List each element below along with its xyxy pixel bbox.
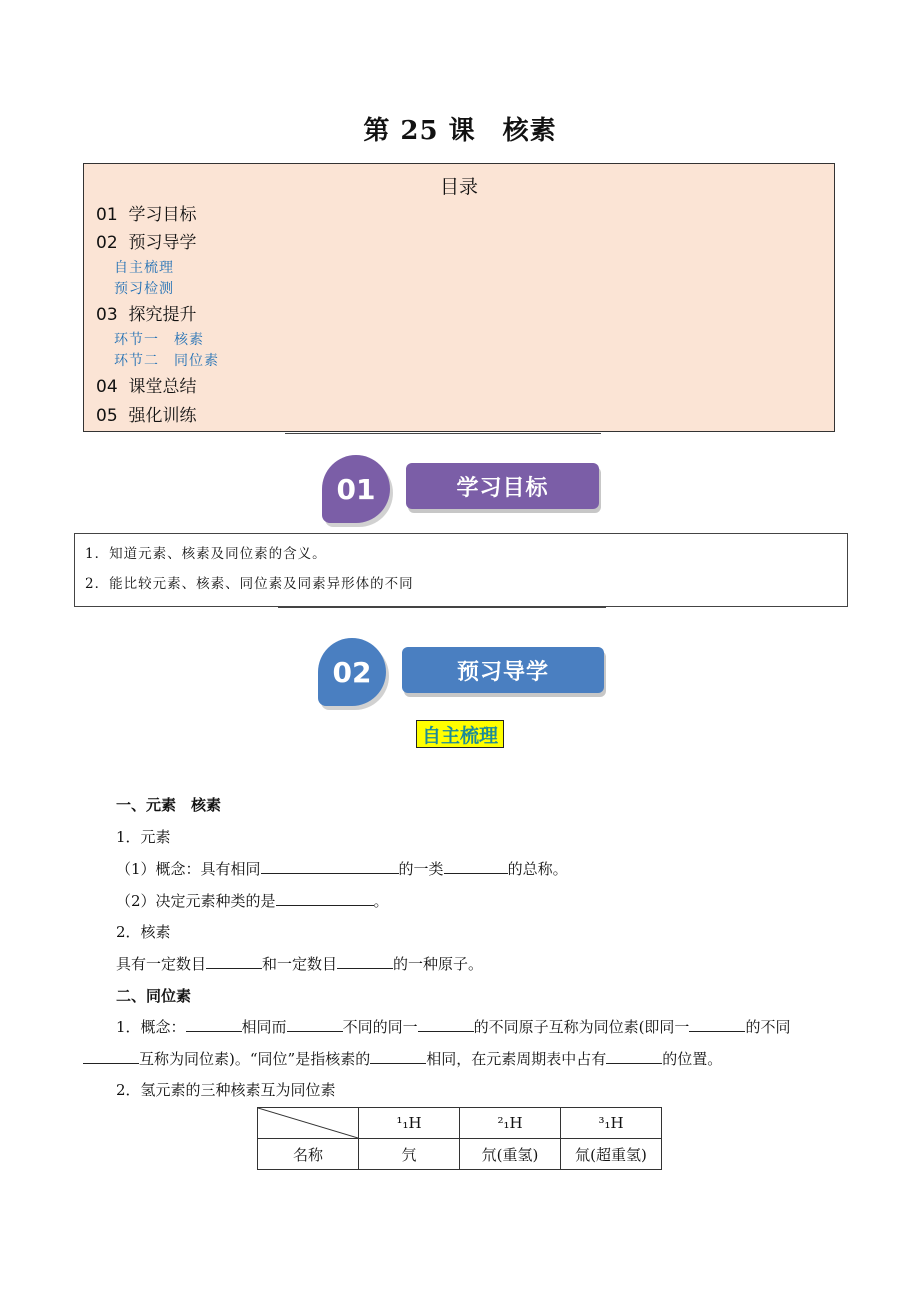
diagonal-line [258, 1108, 358, 1138]
blank-field[interactable] [276, 890, 374, 906]
blank-field[interactable] [370, 1048, 426, 1064]
section-number-badge: 02 [318, 638, 386, 706]
item-nuclide: 2．核素 [116, 923, 171, 941]
table-header-cell: ³₁H [561, 1108, 662, 1139]
section-title-banner: 预习导学 [402, 647, 604, 693]
blank-field[interactable] [689, 1016, 745, 1032]
divider [278, 607, 606, 608]
table-row-label: 名称 [258, 1139, 359, 1170]
toc-sub-preview-check[interactable]: 预习检测 [114, 281, 174, 297]
heading-isotope: 二、同位素 [116, 987, 192, 1005]
blank-field[interactable] [337, 953, 393, 969]
toc-heading: 目录 [439, 176, 478, 198]
item-element: 1．元素 [116, 828, 171, 846]
nuclide-definition-line: 具有一定数目 和一定数目 的一种原子。 [116, 955, 484, 973]
objectives-box [74, 533, 848, 607]
blank-field[interactable] [206, 953, 262, 969]
divider [285, 433, 601, 434]
hydrogen-isotopes-line: 2．氢元素的三种核素互为同位素 [116, 1081, 336, 1099]
table-row [258, 1139, 662, 1170]
table-cell: 氚(超重氢) [561, 1139, 662, 1170]
toc-item-05[interactable]: 05 强化训练 [96, 406, 197, 426]
toc-sub-self-review[interactable]: 自主梳理 [114, 260, 174, 276]
objective-item: 2．能比较元素、核素、同位素及同素异形体的不同 [85, 576, 414, 592]
isotope-concept-line-2: 互称为同位素)。“同位”是指核素的 相同，在元素周期表中占有 的位置。 [83, 1048, 722, 1069]
blank-field[interactable] [418, 1016, 474, 1032]
toc-item-03[interactable]: 03 探究提升 [96, 305, 197, 325]
toc-item-01[interactable]: 01 学习目标 [96, 205, 197, 225]
table-header-cell: ¹₁H [359, 1108, 460, 1139]
table-of-contents [83, 163, 835, 432]
blank-field[interactable] [287, 1016, 343, 1032]
blank-field[interactable] [83, 1048, 139, 1064]
subsection-highlight: 自主梳理 [416, 720, 504, 748]
isotope-table [257, 1107, 662, 1170]
diagonal-header-cell [258, 1108, 359, 1139]
determine-line: （2）决定元素种类的是 。 [116, 892, 389, 910]
blank-field[interactable] [606, 1048, 662, 1064]
toc-sub-link-1[interactable]: 环节一 核素 [114, 332, 204, 348]
toc-item-02[interactable]: 02 预习导学 [96, 233, 197, 253]
heading-element-nuclide: 一、元素 核素 [116, 796, 222, 814]
concept-line: （1）概念：具有相同 的一类 的总称。 [116, 860, 568, 878]
blank-field[interactable] [444, 858, 508, 874]
page-title: 第 25 课 核素 [363, 116, 557, 146]
table-cell: 氕 [359, 1139, 460, 1170]
blank-field[interactable] [261, 858, 399, 874]
toc-item-04[interactable]: 04 课堂总结 [96, 377, 197, 397]
section-number-badge: 01 [322, 455, 390, 523]
isotope-concept-line: 1．概念： 相同而 不同的同一 的不同原子互称为同位素(即同一 的不同 [116, 1018, 791, 1036]
toc-sub-link-2[interactable]: 环节二 同位素 [114, 353, 219, 369]
table-cell: 氘(重氢) [460, 1139, 561, 1170]
table-header-cell: ²₁H [460, 1108, 561, 1139]
blank-field[interactable] [186, 1016, 242, 1032]
section-title-banner: 学习目标 [406, 463, 599, 509]
objective-item: 1．知道元素、核素及同位素的含义。 [85, 546, 327, 562]
